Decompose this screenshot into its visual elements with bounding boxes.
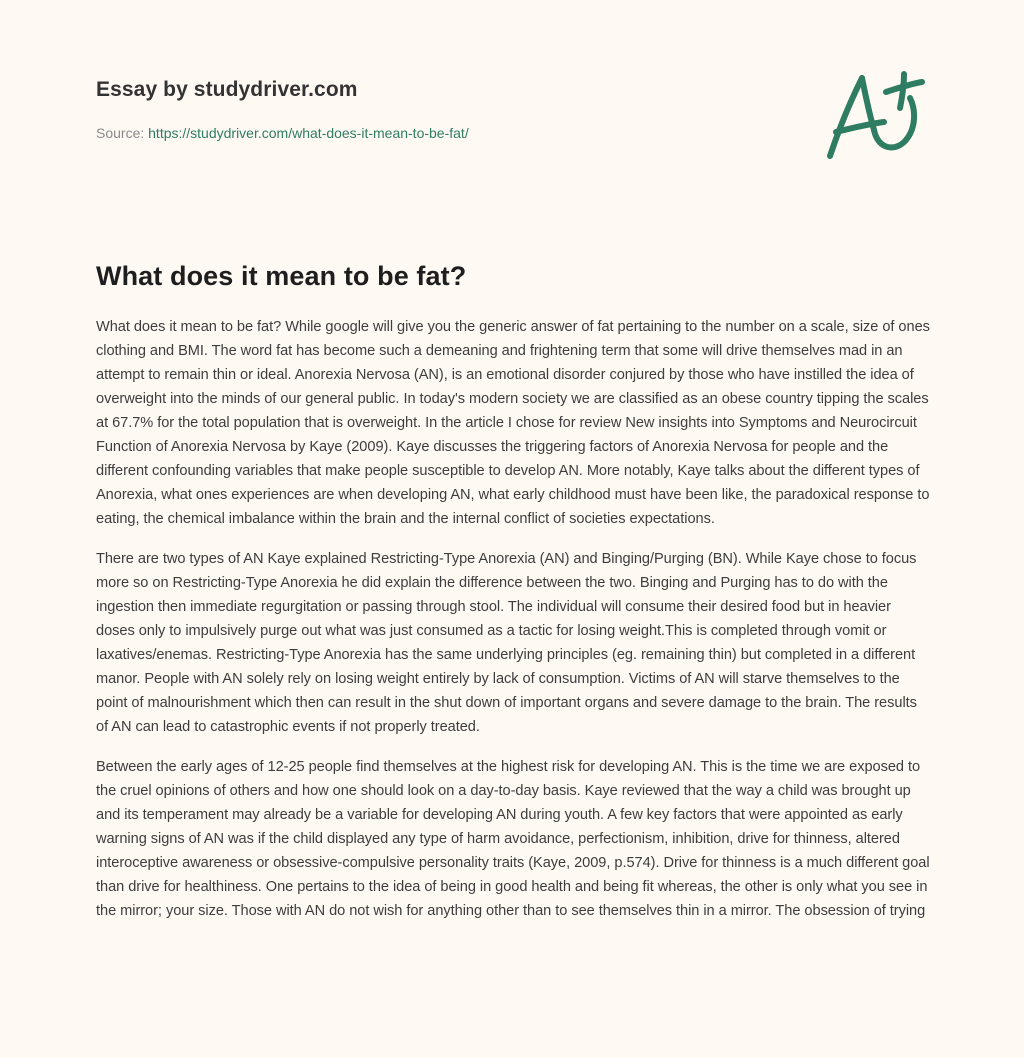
a-plus-grade-icon: [822, 68, 926, 164]
essay-body: [96, 315, 930, 923]
essay-paragraph: What does it mean to be fat? While google will give you the generic answer of fat pertaining to the number on a scale, size of ones clothing and BMI. The word fat has become such a demeaning and frightening term that some will drive themselves mad in an attempt to remain thin or ideal. Anorexia Nervosa (AN), is an emotional disorder conjured by those who have instilled the idea of overweight into the minds of our general public. In today's modern society we are classified as an obese country tipping the scales at 67.7% for the total population that is overweight. In the article I chose for review New insights into Symptoms and Neurocircuit Function of Anorexia Nervosa by Kaye (2009). Kaye discusses the triggering factors of Anorexia Nervosa for people and the different confounding variables that make people susceptible to develop AN. More notably, Kaye talks about the different types of Anorexia, what ones experiences are when developing AN, what early childhood must have been like, the paradoxical response to eating, the chemical imbalance within the brain and the internal conflict of societies expectations.: [96, 319, 930, 527]
essay-content: [96, 258, 930, 939]
source-line: [96, 123, 796, 143]
essay-paragraph: Between the early ages of 12-25 people find themselves at the highest risk for developing AN. This is the time we are exposed to the cruel opinions of others and how one should look on a day-to-day basis. Kaye reviewed that the way a child was brought up and its temperament may already be a variable for developing AN during youth. A few key factors that were appointed as early warning signs of AN was if the child displayed any type of harm avoidance, perfectionism, inhibition, drive for thinness, altered interoceptive awareness or obsessive-compulsive personality traits (Kaye, 2009, p.574). Drive for thinness is a much different goal than drive for healthiness. One pertains to the idea of being in good health and being fit whereas, the other is only what you see in the mirror; your size. Those with AN do not wish for anything other than to see themselves thin in a mirror. The obsession of trying: [96, 759, 930, 919]
essay-title: What does it mean to be fat?: [96, 261, 467, 291]
source-label: Source:: [96, 125, 145, 141]
source-link[interactable]: https://studydriver.com/what-does-it-mean-to-be-fat/: [148, 125, 469, 141]
site-title: Essay by studydriver.com: [96, 78, 358, 101]
essay-paragraph: There are two types of AN Kaye explained Restricting-Type Anorexia (AN) and Binging/Purging (BN). While Kaye chose to focus more so on Restricting-Type Anorexia he did explain the difference between the two. Binging and Purging has to do with the ingestion then immediate regurgitation or passing through stool. The individual will consume their desired food but in heavier doses only to impulsively purge out what was just consumed as a tactic for losing weight.This is completed through vomit or laxatives/enemas. Restricting-Type Anorexia has the same underlying principles (eg. remaining thin) but completed in a different manor. People with AN solely rely on losing weight entirely by lack of consumption. Victims of AN will starve themselves to the point of malnourishment which then can result in the shut down of important organs and severe damage to the brain. The results of AN can lead to catastrophic events if not properly treated.: [96, 551, 917, 735]
page-header: [96, 76, 796, 143]
